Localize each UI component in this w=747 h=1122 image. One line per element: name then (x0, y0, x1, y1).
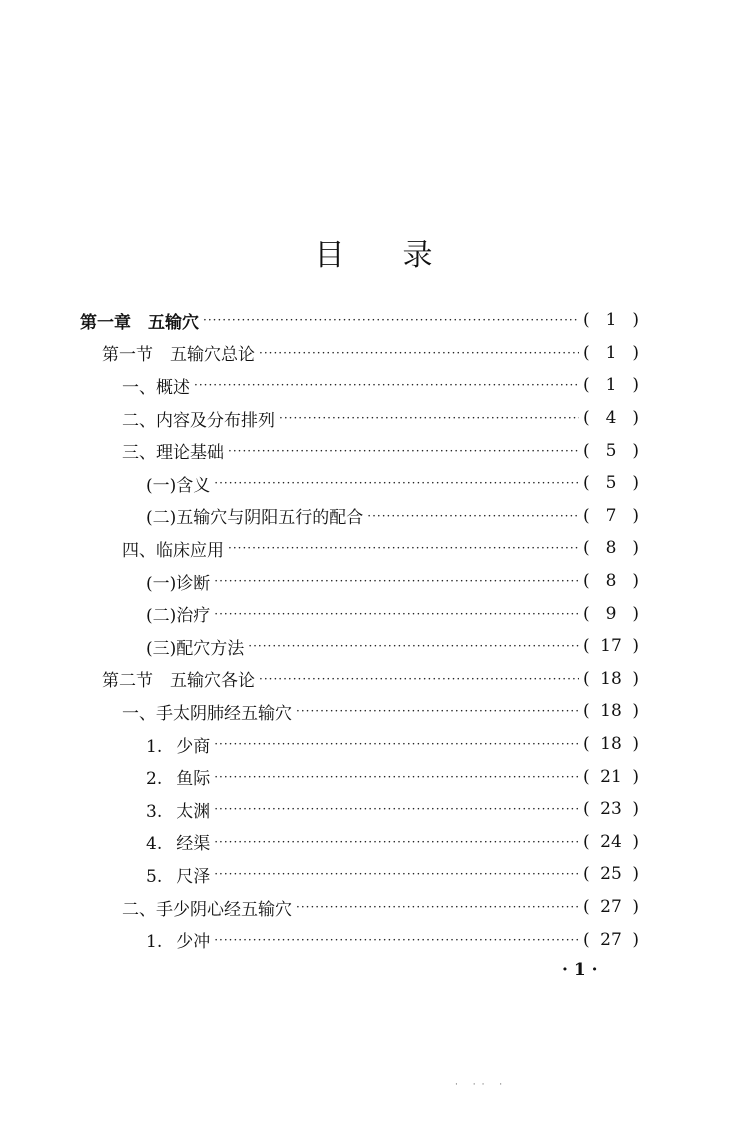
page-number-value: 18 (600, 701, 622, 722)
open-paren: ( (583, 636, 590, 657)
page-number-value: 25 (600, 864, 622, 885)
dot-leader (203, 310, 579, 330)
toc-entry[interactable] (146, 793, 645, 826)
toc-entry-text: (一)含义 (146, 475, 211, 496)
dot-leader (214, 799, 579, 819)
toc-entry-text: 一、手太阴肺经五输穴 (122, 703, 292, 724)
toc-entry[interactable] (122, 695, 645, 728)
page-title: 目录 (314, 238, 491, 273)
toc-entry-page (583, 701, 645, 721)
toc-entry[interactable] (146, 500, 645, 533)
close-paren: ) (632, 571, 639, 592)
toc-entry-page (583, 669, 645, 689)
open-paren: ( (583, 375, 590, 396)
toc-entry-text: (三)配穴方法 (146, 638, 245, 659)
dot-leader (214, 767, 579, 787)
page-number-value: 23 (600, 799, 622, 820)
page-number-value: 18 (600, 734, 622, 755)
close-paren: ) (632, 375, 639, 396)
toc-entry-text: 第一节 五输穴总论 (102, 345, 255, 366)
toc-entry-text: 经渠 (176, 834, 211, 855)
open-paren: ( (583, 440, 590, 461)
close-paren: ) (632, 440, 639, 461)
toc-entry-text: 尺泽 (176, 866, 211, 887)
dot-leader (214, 864, 579, 884)
toc-entry[interactable] (146, 597, 645, 630)
open-paren: ( (583, 766, 590, 787)
dot-leader (214, 571, 579, 591)
toc-entry-text: (二)治疗 (146, 606, 211, 627)
toc-entry-number: 1. (146, 736, 163, 757)
toc-entry-number: 1. (146, 932, 163, 953)
toc-entry-page (583, 604, 645, 624)
toc-entry-number: 5. (146, 866, 163, 887)
toc-entry-label (146, 634, 244, 659)
toc-entry[interactable] (146, 760, 645, 793)
open-paren: ( (583, 734, 590, 755)
toc-entry-page (583, 310, 645, 330)
toc-entry-text: 少冲 (176, 932, 211, 953)
toc-entry[interactable] (122, 402, 645, 435)
toc-entry-text: 少商 (176, 736, 211, 757)
toc-entry-page (583, 734, 645, 754)
open-paren: ( (583, 799, 590, 820)
toc-entry[interactable] (122, 891, 645, 924)
toc-entry-page (583, 897, 645, 917)
open-paren: ( (583, 929, 590, 950)
toc-entry-label (146, 732, 210, 757)
toc-entry-text: 鱼际 (176, 769, 211, 790)
toc-entry-page (583, 832, 645, 852)
toc-entry-label (146, 569, 210, 594)
open-paren: ( (583, 668, 590, 689)
dot-leader (214, 604, 579, 624)
page-number-value: 18 (600, 668, 622, 689)
toc-entry-label (102, 666, 255, 691)
toc-entry-number: 4. (146, 834, 163, 855)
dot-leader (228, 538, 579, 558)
close-paren: ) (632, 473, 639, 494)
toc-entry[interactable] (146, 858, 645, 891)
close-paren: ) (632, 310, 639, 331)
toc-entry-label (102, 340, 255, 365)
open-paren: ( (583, 701, 590, 722)
open-paren: ( (583, 864, 590, 885)
open-paren: ( (583, 831, 590, 852)
open-paren: ( (583, 342, 590, 363)
toc-entry-page (583, 864, 645, 884)
toc-entry[interactable] (102, 663, 645, 696)
close-paren: ) (632, 668, 639, 689)
close-paren: ) (632, 929, 639, 950)
page-number-value: 24 (600, 831, 622, 852)
dot-leader (296, 897, 579, 917)
close-paren: ) (632, 897, 639, 918)
toc-entry-page (583, 799, 645, 819)
toc-entry-label (122, 895, 292, 920)
toc-entry-label (122, 536, 224, 561)
toc-entry-text: 二、手少阴心经五输穴 (122, 899, 292, 920)
dot-leader (214, 473, 579, 493)
page-number-value: 1 (605, 342, 617, 363)
open-paren: ( (583, 538, 590, 559)
close-paren: ) (632, 538, 639, 559)
page-number-value: 27 (600, 897, 622, 918)
toc-entry-label (122, 699, 292, 724)
toc-entry-label (146, 797, 210, 822)
toc-entry-number: 3. (146, 801, 163, 822)
page-number-value: 27 (600, 929, 622, 950)
toc-entry[interactable] (102, 337, 645, 370)
dot-leader (214, 930, 579, 950)
toc-entry-label (146, 862, 210, 887)
dot-leader (248, 636, 579, 656)
toc-entry-text: 三、理论基础 (122, 443, 224, 464)
toc-entry[interactable] (122, 532, 645, 565)
page-number-value: 9 (605, 603, 617, 624)
open-paren: ( (583, 310, 590, 331)
page-number-value: 8 (605, 538, 617, 559)
toc-entry[interactable] (122, 434, 645, 467)
toc-entry-label (80, 308, 199, 333)
toc-entry-text: 太渊 (176, 801, 211, 822)
toc-entry-page (583, 636, 645, 656)
toc-entry-text: (一)诊断 (146, 573, 211, 594)
page-number-value: 1 (605, 375, 617, 396)
page-number-value: 8 (605, 571, 617, 592)
dot-leader (296, 701, 579, 721)
close-paren: ) (632, 766, 639, 787)
close-paren: ) (632, 864, 639, 885)
close-paren: ) (632, 701, 639, 722)
toc-entry-label (146, 829, 210, 854)
toc-entry-label (122, 406, 275, 431)
toc-entry[interactable] (80, 304, 645, 337)
dot-leader (367, 506, 579, 526)
toc-entry[interactable] (146, 630, 645, 663)
close-paren: ) (632, 831, 639, 852)
page-number-value: 4 (605, 408, 617, 429)
dot-leader (279, 408, 579, 428)
close-paren: ) (632, 603, 639, 624)
toc-entry[interactable] (146, 565, 645, 598)
toc-entry-text: 二、内容及分布排列 (122, 410, 275, 431)
page-number: · 1 · (562, 960, 598, 980)
close-paren: ) (632, 342, 639, 363)
toc-entry-text: 第一章 五输穴 (80, 312, 199, 333)
open-paren: ( (583, 603, 590, 624)
open-paren: ( (583, 408, 590, 429)
scan-marks: · ·· · (455, 1080, 509, 1090)
toc-entry-label (146, 471, 210, 496)
close-paren: ) (632, 734, 639, 755)
dot-leader (214, 734, 579, 754)
page-number-value: 21 (600, 766, 622, 787)
toc-entry[interactable] (146, 728, 645, 761)
toc-entry[interactable] (146, 826, 645, 859)
page-number-value: 5 (605, 440, 617, 461)
toc-entry-page (583, 571, 645, 591)
toc-entry-text: (二)五输穴与阴阳五行的配合 (146, 508, 364, 529)
dot-leader (214, 832, 579, 852)
open-paren: ( (583, 897, 590, 918)
toc-entry-label (146, 503, 363, 528)
toc-entry-page (583, 408, 645, 428)
toc-entry-text: 第二节 五输穴各论 (102, 671, 255, 692)
dot-leader (194, 375, 579, 395)
page-number-value: 5 (605, 473, 617, 494)
toc-entry-label (146, 927, 210, 952)
close-paren: ) (632, 505, 639, 526)
toc-entry-page (583, 375, 645, 395)
open-paren: ( (583, 473, 590, 494)
toc-entry[interactable] (146, 923, 645, 956)
toc-entry-label (122, 438, 224, 463)
toc-entry-page (583, 473, 645, 493)
page-number-value: 1 (605, 310, 617, 331)
toc-entry-page (583, 538, 645, 558)
open-paren: ( (583, 505, 590, 526)
page-number-value: 7 (605, 505, 617, 526)
toc-entry-label (146, 601, 210, 626)
toc-entry-text: 四、临床应用 (122, 540, 224, 561)
toc-entry-page (583, 930, 645, 950)
close-paren: ) (632, 636, 639, 657)
toc-entry-label (146, 764, 210, 789)
page-number-value: 17 (600, 636, 622, 657)
toc-entry-page (583, 767, 645, 787)
toc-entry[interactable] (122, 369, 645, 402)
dot-leader (259, 343, 579, 363)
toc-entry-page (583, 343, 645, 363)
close-paren: ) (632, 408, 639, 429)
dot-leader (228, 441, 579, 461)
open-paren: ( (583, 571, 590, 592)
toc-entry-page (583, 506, 645, 526)
toc-entry-number: 2. (146, 769, 163, 790)
toc-entry[interactable] (146, 467, 645, 500)
close-paren: ) (632, 799, 639, 820)
dot-leader (259, 669, 579, 689)
toc-entry-text: 一、概述 (122, 377, 190, 398)
toc-entry-label (122, 373, 190, 398)
toc-entry-page (583, 441, 645, 461)
